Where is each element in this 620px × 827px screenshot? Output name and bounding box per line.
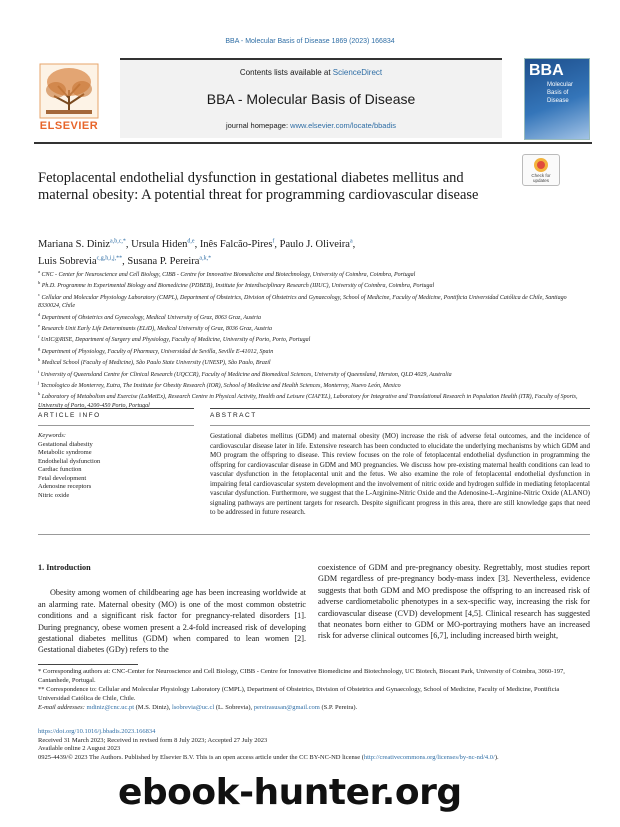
- article-info-heading: ARTICLE INFO: [38, 412, 101, 419]
- header-divider: [34, 142, 592, 144]
- affiliation-list: [38, 268, 588, 410]
- footnote-emails: E-mail addresses: mdiniz@cnc.uc.pt (M.S. Diniz), lsobrevia@uc.cl (L. Sobrevia), pereirasusan@gmail.com (S.P. Pereira).: [38, 704, 358, 712]
- journal-homepage-link[interactable]: www.elsevier.com/locate/bbadis: [290, 121, 397, 130]
- body-column-right: [318, 562, 590, 642]
- keyword: Cardiac function: [38, 466, 82, 473]
- keyword: Fetal development: [38, 474, 87, 482]
- intro-paragraph: Obesity among women of childbearing age has been increasing worldwide at an alarming rate. Maternal obesity (MO) is one of the most common obstetric conditions and a significant risk factor for pregnancy-related disorders [1]. During pregnancy, obese women present a 2.4-fold increased risk of developing gestational diabetes mellitus (GDM) when compared to lean women [2]. Gestational diabetes (GDy) refers to the: [38, 588, 306, 655]
- keyword: Adenosine receptors: [38, 483, 92, 490]
- abstract-rule: [210, 408, 590, 409]
- affiliation: $^g$ Department of Physiology, Faculty of Pharmacy, Universidad de Sevilla, Seville E-41012, Spain: [38, 345, 274, 355]
- article-info-rule: [38, 408, 194, 409]
- received-dates: Received 31 March 2023; Received in revised form 8 July 2023; Accepted 27 July 2023: [38, 736, 268, 744]
- author[interactable]: Susana P. Pereira$^{a,k,*}$: [127, 255, 212, 267]
- article-title: Fetoplacental endothelial dysfunction in gestational diabetes mellitus and maternal obesity: A potential threat for programming cardiovascular disease: [38, 170, 479, 203]
- available-online: Available online 2 August 2023: [38, 745, 121, 753]
- abstract-text: Gestational diabetes mellitus (GDM) and maternal obesity (MO) increase the risk of adverse fetal outcomes, and the incidence of cardiovascular disease later in life. Extensive research has been conducted to elucidate the underlying mechanisms by which GDM and MO program the offspring to disease. This review focuses on the role of fetoplacental endothelial dysfunction in programming the offspring for cardiovascular disease in GDM and MO pregnancies. We discuss how pre-existing maternal health conditions can lead to vascular dysfunction in the fetoplacental unit and the fetus. We also examine the role of fetoplacental endothelial dysfunction in impairing fetal cardiovascular system development and the involvement of nitric oxide and hydrogen sulfide in mediating fetoplacental vascular dysfunction. Furthermore, we suggest that the L-Arginine-Nitric Oxide and the Adenosine-L-Arginine-Nitric Oxide (ALANO) signaling pathways are pertinent targets for research. Despite significant progress in this area, there are still knowledge gaps that need to be addressed in future research.: [210, 432, 590, 516]
- journal-citation-link[interactable]: BBA - Molecular Basis of Disease 1869 (2023) 166834: [225, 38, 395, 45]
- author[interactable]: Mariana S. Diniz$^{a,b,c,*}$,: [38, 238, 132, 250]
- footnotes: [38, 668, 590, 714]
- author[interactable]: Inês Falcão-Pires$^f$,: [199, 238, 280, 250]
- abstract-end-rule: [38, 534, 590, 535]
- affiliation: $^i$ University of Queensland Centre for Clinical Research (UQCCR), Faculty of Medicine and Biomedical Sciences, University of Queensland, Herston, QLD 4029, Australia: [38, 368, 452, 378]
- check-updates-icon: [534, 158, 548, 172]
- footnote-corresponding: * Corresponding authors at: CNC-Center for Neuroscience and Cell Biology, CIBB - Centre for Innovative Biomedicine and Biotechnology, UC Biotech, Biocant Park, University of Coimbra, 3060-197, Cantanhede, Portugal.: [38, 668, 565, 684]
- abstract-subrule: [210, 425, 590, 426]
- keyword: Gestational diabesity: [38, 440, 93, 448]
- affiliation: $^e$ Research Unit Early Life Determinants (ELiD), Medical University of Graz, 8036 Graz, Austria: [38, 323, 272, 333]
- check-for-updates-button[interactable]: [522, 154, 560, 186]
- keyword: Nitric oxide: [38, 491, 70, 499]
- affiliation: $^a$ CNC - Center for Neuroscience and Cell Biology, CIBB - Centre for Innovative Biomedicine and Biotechnology, University of Coimbra, Coimbra, Portugal: [38, 269, 416, 278]
- body-column-left: [38, 562, 306, 656]
- section-heading-introduction: 1. Introduction: [38, 563, 91, 572]
- article-info-subrule: [38, 425, 194, 426]
- author-list: [38, 234, 578, 269]
- license-link[interactable]: http://creativecommons.org/licenses/by-nc-nd/4.0/: [363, 753, 495, 761]
- affiliation: $^c$ Cellular and Molecular Physiology Laboratory (CMPL), Department of Obstetrics, Division of Obstetrics and Gynaecology, School of Medicine, Faculty of Medicine, Pontificia Universidad Católica de Chile, Santiago 8330024, Chile: [38, 291, 567, 310]
- affiliation: $^d$ Department of Obstetrics and Gynecology, Medical University of Graz, 8063 Graz, Austria: [38, 311, 261, 321]
- affiliation: $^f$ UnIC@RISE, Department of Surgery and Physiology, Faculty of Medicine, University of Porto, Porto, Portugal: [38, 334, 311, 344]
- keywords-block: [38, 432, 188, 500]
- watermark-text: ebook-hunter.org: [118, 772, 462, 813]
- author[interactable]: Ursula Hiden$^{d,e}$,: [131, 238, 200, 250]
- keyword: Metabolic syndrome: [38, 449, 92, 456]
- journal-info-box: [120, 58, 502, 138]
- author[interactable]: Luis Sobrevia$^{c,g,h,i,j,**}$,: [38, 255, 128, 267]
- keywords-title: Keywords:: [38, 432, 66, 439]
- author[interactable]: Paulo J. Oliveira$^a$,: [279, 238, 356, 250]
- publisher-name: ELSEVIER: [39, 120, 99, 132]
- journal-cover-image: [524, 58, 590, 140]
- contents-line: Contents lists available at ScienceDirect: [239, 68, 383, 77]
- affiliation: $^h$ Medical School (Faculty of Medicine), São Paulo State University (UNESP), São Paulo, Brazil: [38, 357, 271, 367]
- abstract-heading: ABSTRACT: [210, 412, 257, 419]
- affiliation: $^j$ Tecnologico de Monterrey, Eutra, The Institute for Obesity Research (IOR), School of Medicine and Health Sciences, Monterrey, Nuevo León, Mexico: [38, 380, 401, 390]
- email-link[interactable]: lsobrevia@uc.cl: [171, 704, 215, 712]
- cover-title: BBA: [529, 62, 564, 79]
- homepage-line: journal homepage: www.elsevier.com/locate/bbadis: [225, 121, 397, 130]
- affiliation: $^b$ Ph.D. Programme in Experimental Biology and Biomedicine (PDBEB), Institute for Interdisciplinary Research (IIIUC), University of Coimbra, Coimbra, Portugal: [38, 280, 435, 290]
- license-statement: 0925-4439/© 2023 The Authors. Published by Elsevier B.V. This is an open access article under the CC BY-NC-ND license (http://creativecommons.org/licenses/by-nc-nd/4.0/).: [38, 753, 499, 761]
- doi-link[interactable]: https://doi.org/10.1016/j.bbadis.2023.166834: [38, 728, 156, 735]
- footnote-correspondence: ** Correspondence to: Cellular and Molecular Physiology Laboratory (CMPL), Department of Obstetrics, Division of Obstetrics and Gynaecology, School of Medicine, Faculty of Medicine, Pontificia Universidad Católica de Chile, Chile.: [38, 686, 560, 702]
- email-link[interactable]: pereirasusan@gmail.com: [253, 704, 320, 712]
- email-link[interactable]: mdiniz@cnc.uc.pt: [86, 704, 135, 712]
- cover-subtitle: Molecular Basis of Disease: [547, 82, 574, 104]
- affiliation: $^k$ Laboratory of Metabolism and Exercise (LaMetEx), Research Centre in Physical Activity, Health and Leisure (CIAFEL), Laboratory for Integrative and Translational Research in Population Health (ITR), Faculty of Sports, University of Porto, 4200-450 Porto, Portugal: [38, 391, 578, 409]
- sciencedirect-link[interactable]: ScienceDirect: [332, 68, 383, 77]
- keyword: Endothelial dysfunction: [38, 457, 101, 465]
- footnote-rule: [38, 664, 138, 665]
- journal-header: [34, 58, 592, 140]
- journal-title: BBA - Molecular Basis of Disease: [206, 91, 416, 107]
- intro-paragraph-continued: coexistence of GDM and pre-pregnancy obesity. Regrettably, most studies report GDM regardless of pre-pregnancy body-mass index [3]. Nevertheless, evidence suggests that both GDM and MO predispose the offspring to an increased risk of adverse cardiometabolic phenotypes in a sex-specific way, increasing the risk for cardiovascular disease (CVD) development [4,5]. Clinical research has suggested that neonates born either to GDM or MO-portraying mothers have an increased risk for adverse clinical outcomes [6,7], including increased birth weight,: [318, 563, 590, 641]
- check-updates-label: Check for updates: [531, 173, 551, 183]
- publication-info: [38, 728, 590, 762]
